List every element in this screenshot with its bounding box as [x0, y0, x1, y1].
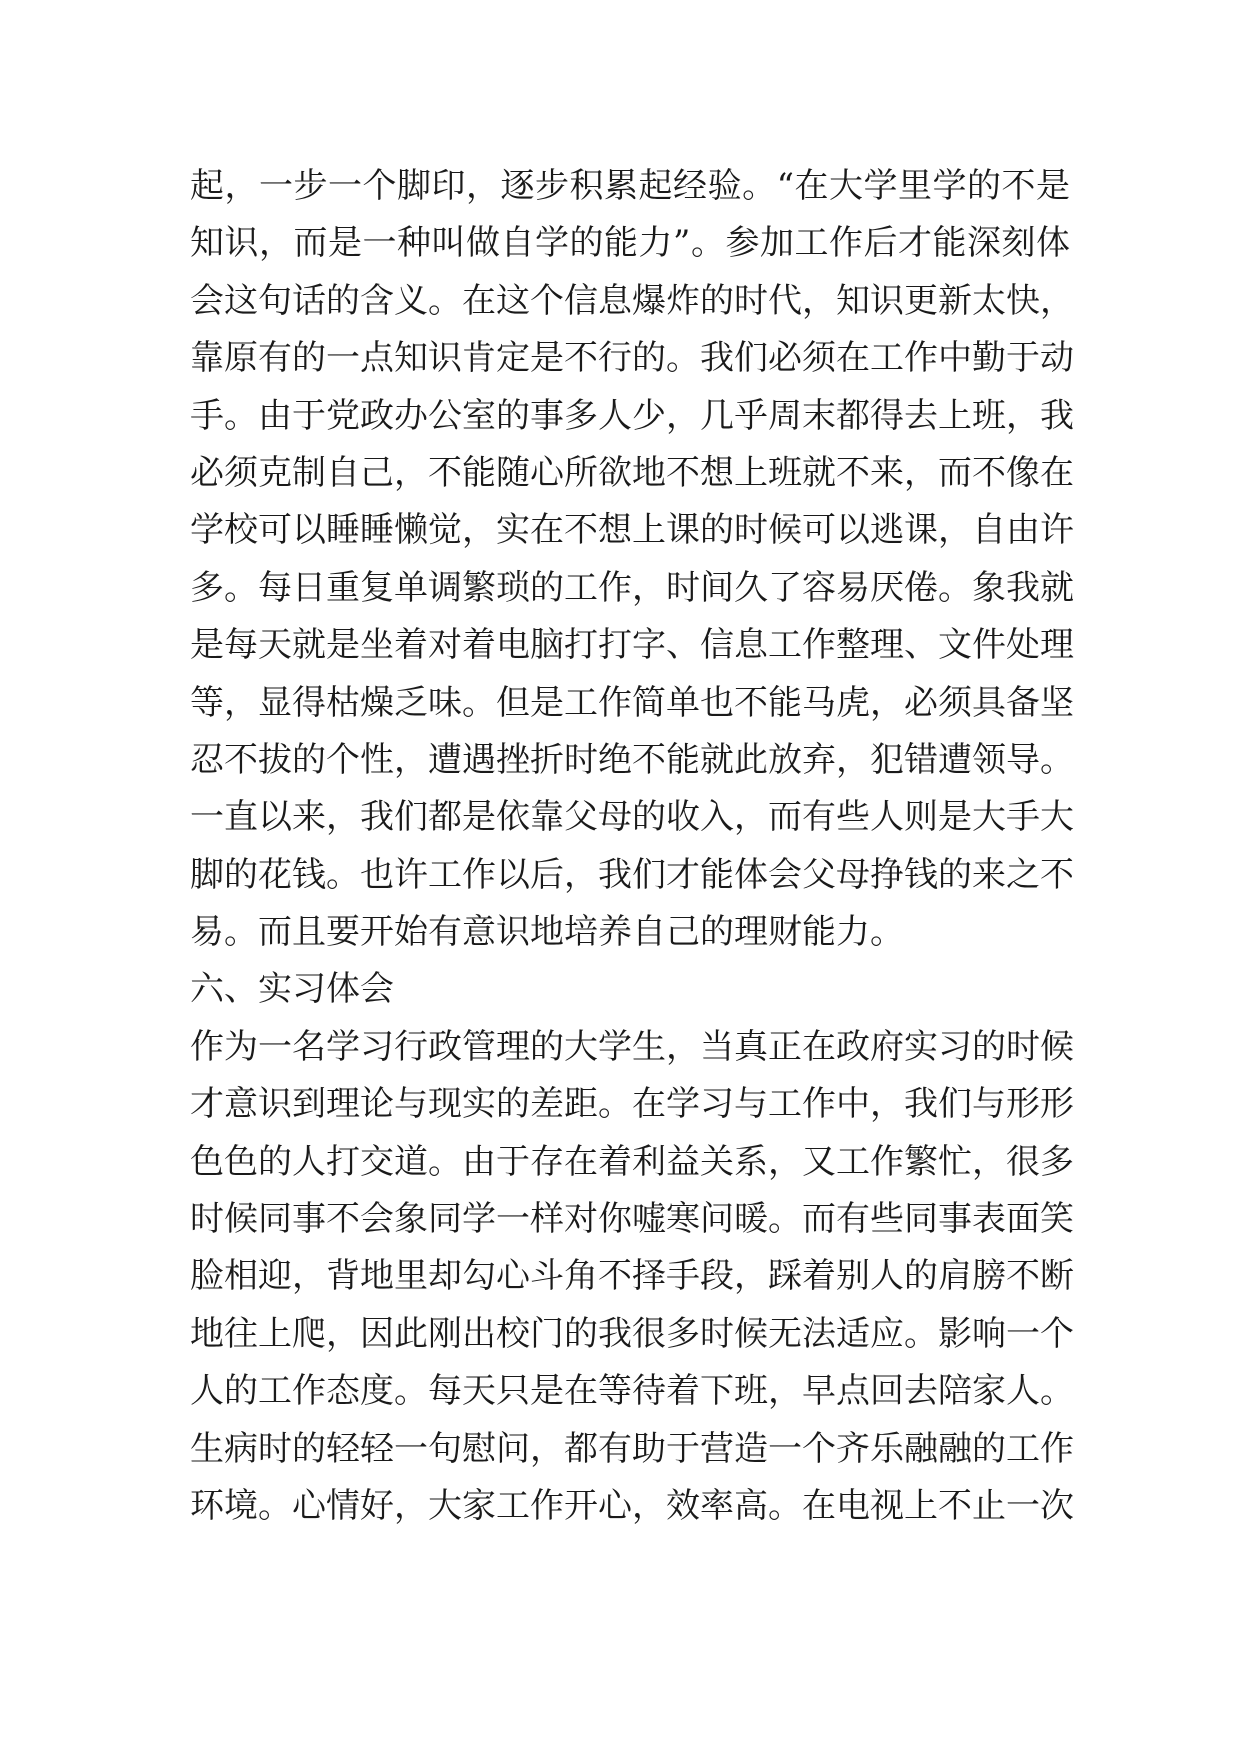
text-line: 作为一名学习行政管理的大学生，当真正在政府实习的时候: [190, 1026, 1074, 1067]
text-line: 忍不拔的个性，遭遇挫折时绝不能就此放弃，犯错遭领导。: [190, 739, 1074, 780]
text-line: 一直以来，我们都是依靠父母的收入，而有些人则是大手大: [190, 797, 1074, 838]
text-line: 学校可以睡睡懒觉，实在不想上课的时候可以逃课，自由许: [190, 510, 1074, 551]
text-line: 等，显得枯燥乏味。但是工作简单也不能马虎，必须具备坚: [190, 682, 1074, 723]
text-line: 地往上爬，因此刚出校门的我很多时候无法适应。影响一个: [190, 1313, 1074, 1354]
text-line: 环境。心情好，大家工作开心，效率高。在电视上不止一次: [190, 1485, 1074, 1526]
text-line: 生病时的轻轻一句慰问，都有助于营造一个齐乐融融的工作: [190, 1428, 1074, 1469]
text-line: 知识，而是一种叫做自学的能力”。参加工作后才能深刻体: [190, 223, 1070, 264]
text-line: 时候同事不会象同学一样对你嘘寒问暖。而有些同事表面笑: [190, 1199, 1074, 1240]
text-line: 多。每日重复单调繁琐的工作，时间久了容易厌倦。象我就: [190, 567, 1074, 608]
text-line: 是每天就是坐着对着电脑打打字、信息工作整理、文件处理: [190, 625, 1074, 666]
text-line: 靠原有的一点知识肯定是不行的。我们必须在工作中勤于动: [190, 338, 1074, 379]
section-heading: 六、实习体会: [190, 969, 394, 1010]
text-line: 手。由于党政办公室的事多人少，几乎周末都得去上班，我: [190, 395, 1074, 436]
text-line: 易。而且要开始有意识地培养自己的理财能力。: [190, 912, 904, 953]
text-line: 脚的花钱。也许工作以后，我们才能体会父母挣钱的来之不: [190, 854, 1074, 895]
text-line: 起，一步一个脚印，逐步积累起经验。“在大学里学的不是: [190, 166, 1070, 206]
text-line: 脸相迎，背地里却勾心斗角不择手段，踩着别人的肩膀不断: [190, 1256, 1074, 1297]
text-line: 人的工作态度。每天只是在等待着下班，早点回去陪家人。: [190, 1371, 1074, 1412]
body-text: [190, 158, 1074, 1535]
text-line: 才意识到理论与现实的差距。在学习与工作中，我们与形形: [190, 1084, 1074, 1125]
text-line: 会这句话的含义。在这个信息爆炸的时代，知识更新太快，: [190, 280, 1074, 321]
text-line: 色色的人打交道。由于存在着利益关系，又工作繁忙，很多: [190, 1141, 1074, 1182]
text-line: 必须克制自己，不能随心所欲地不想上班就不来，而不像在: [190, 452, 1074, 493]
